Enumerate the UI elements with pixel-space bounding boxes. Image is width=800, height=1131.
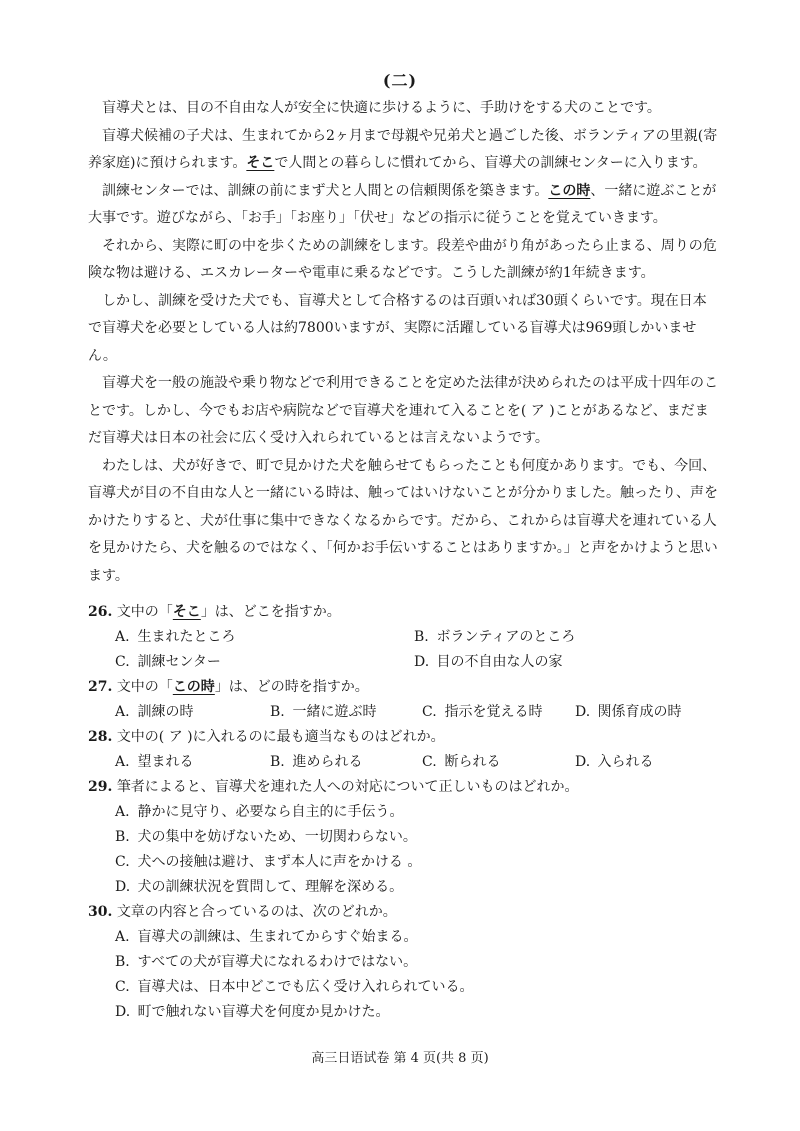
underlined-kono-toki: この時	[548, 182, 591, 199]
option-text: 関係育成の時	[597, 704, 682, 720]
question-stem	[88, 600, 720, 625]
paragraph-1: 盲導犬とは、目の不自由な人が安全に快適に歩けるように、手助けをする犬のことです。	[102, 100, 661, 116]
option-a[interactable]	[115, 750, 270, 775]
option-letter: C.	[422, 704, 437, 720]
option-b[interactable]	[270, 700, 422, 725]
question-number: 30.	[88, 904, 113, 920]
option-d[interactable]	[115, 1000, 720, 1025]
question-29	[88, 775, 720, 900]
stem-text-a: 文中の「	[116, 604, 173, 620]
option-b[interactable]	[270, 750, 422, 775]
option-text: 進められる	[292, 754, 363, 770]
question-number: 29.	[88, 779, 113, 795]
option-text: 望まれる	[137, 754, 194, 770]
question-stem	[88, 725, 720, 750]
paragraph-2-text-b: で人間との暮らしに慣れてから、盲導犬の訓練センターに入ります。	[274, 155, 707, 171]
option-b[interactable]	[115, 950, 720, 975]
option-text: 生まれたところ	[137, 629, 236, 645]
paragraph-2	[88, 123, 720, 178]
option-c[interactable]	[115, 975, 720, 1000]
reading-passage	[88, 95, 720, 590]
option-letter: C.	[115, 654, 130, 670]
question-28	[88, 725, 720, 775]
paragraph-7: わたしは、犬が好きで、町で見かけた犬を触らせてもらったことも何度かあります。でも、今回、盲導犬が目の不自由な人と一緒にいる時は、触ってはいけないことが分かりました。触ったり、声をかけたりすると、犬が仕事に集中できなくなるからです。だから、これからは盲導犬を連れている人を見かけたら、犬を触るのではなく、「何かお手伝いすることはありますか。」と声をかけようと思います。	[88, 457, 718, 584]
options	[88, 700, 720, 725]
paragraph-2-text-a: 盲導犬候補の子犬は、生まれてから2ヶ月まで母親や兄弟犬と過ごした後、ボランティアの里親(寄养家庭)に預けられます。	[88, 127, 718, 171]
question-number: 27.	[88, 679, 113, 695]
page-footer: 高三日语试卷 第 4 页(共 8 页)	[311, 1051, 489, 1066]
paragraph-3-text-b: 、一緒に遊ぶことが大事です。遊びながら、「お手」「お座り」「伏せ」などの指示に従うことを覚えていきます。	[88, 182, 717, 226]
option-text: 静かに見守り、必要なら自主的に手伝う。	[137, 804, 404, 820]
option-text: 町で触れない盲導犬を何度か見かけた。	[137, 1004, 390, 1020]
option-letter: B.	[115, 954, 130, 970]
paragraph-6: 盲導犬を一般の施設や乗り物などで利用できることを定めた法律が決められたのは平成十四年のことです。しかし、今でもお店や病院などで盲導犬を連れて入ることを( ア )ことがあるなど、まだまだ盲導犬は日本の社会に広く受け入れられているとは言えないようです。	[88, 375, 718, 446]
option-text: ボランティアのところ	[436, 629, 576, 645]
option-letter: D.	[414, 654, 430, 670]
question-27	[88, 675, 720, 725]
option-letter: A.	[115, 704, 130, 720]
option-c[interactable]	[115, 650, 414, 675]
option-letter: B.	[115, 829, 130, 845]
option-c[interactable]	[115, 850, 720, 875]
option-text: 訓練センター	[137, 654, 221, 670]
option-text: 入られる	[597, 754, 654, 770]
paragraph-3-text-a: 訓練センターでは、訓練の前にまず犬と人間との信頼関係を築きます。	[102, 182, 549, 199]
section-title: (二)	[382, 71, 418, 90]
stem-text-a: 文中の「	[116, 679, 173, 695]
option-text: すべての犬が盲導犬になれるわけではない。	[137, 954, 418, 970]
question-list	[88, 600, 720, 1025]
stem-text-b: 」は、どこを指すか。	[200, 604, 341, 620]
option-text: 犬の集中を妨げないため、一切関わらない。	[137, 829, 417, 845]
option-letter: B.	[414, 629, 429, 645]
underlined-soko: そこ	[246, 155, 275, 171]
option-c[interactable]	[422, 750, 575, 775]
option-letter: D.	[115, 879, 131, 895]
stem-text: 文中の( ア )に入れるのに最も適当なものはどれか。	[116, 729, 445, 745]
question-26	[88, 600, 720, 675]
options	[88, 800, 720, 900]
paragraph-5: しかし、訓練を受けた犬でも、盲導犬として合格するのは百頭いれば30頭くらいです。現在日本で盲導犬を必要としている人は約7800いますが、実際に活躍している盲導犬は969頭しかいません。	[88, 292, 707, 364]
stem-underlined: この時	[172, 679, 215, 695]
options	[88, 750, 720, 775]
option-text: 犬の訓練状況を質問して、理解を深める。	[137, 879, 404, 895]
option-b[interactable]	[115, 825, 720, 850]
option-a[interactable]	[115, 625, 414, 650]
option-letter: A.	[115, 754, 130, 770]
question-30	[88, 900, 720, 1025]
option-letter: B.	[270, 754, 285, 770]
option-a[interactable]	[115, 925, 720, 950]
stem-text: 筆者によると、盲導犬を連れた人への対応について正しいものはどれか。	[116, 779, 579, 795]
option-letter: B.	[270, 704, 285, 720]
option-d[interactable]	[575, 750, 715, 775]
option-d[interactable]	[115, 875, 720, 900]
option-a[interactable]	[115, 800, 720, 825]
option-c[interactable]	[422, 700, 575, 725]
option-text: 盲導犬は、日本中どこでも広く受け入れられている。	[137, 979, 474, 995]
question-number: 26.	[88, 604, 113, 620]
options	[88, 625, 720, 675]
option-letter: D.	[575, 704, 591, 720]
option-text: 目の不自由な人の家	[436, 654, 563, 670]
question-stem	[88, 675, 720, 700]
option-letter: A.	[115, 804, 130, 820]
option-text: 一緒に遊ぶ時	[292, 704, 377, 720]
stem-underlined: そこ	[172, 604, 201, 620]
option-letter: A.	[115, 929, 130, 945]
option-letter: D.	[115, 1004, 131, 1020]
option-letter: C.	[422, 754, 437, 770]
option-d[interactable]	[414, 650, 714, 675]
option-letter: D.	[575, 754, 591, 770]
option-text: 犬への接触は避け、まず本人に声をかける 。	[137, 854, 422, 870]
option-letter: C.	[115, 979, 130, 995]
question-stem	[88, 900, 720, 925]
option-letter: C.	[115, 854, 130, 870]
options	[88, 925, 720, 1025]
paragraph-4: それから、実際に町の中を歩くための訓練をします。段差や曲がり角があったら止まる、周りの危険な物は避ける、エスカレーターや電車に乗るなどです。こうした訓練が約1年続きます。	[88, 237, 717, 281]
option-text: 断られる	[444, 754, 501, 770]
option-a[interactable]	[115, 700, 270, 725]
question-stem	[88, 775, 720, 800]
stem-text: 文章の内容と合っているのは、次のどれか。	[116, 904, 397, 920]
option-d[interactable]	[575, 700, 715, 725]
option-text: 訓練の時	[137, 704, 194, 720]
option-letter: A.	[115, 629, 130, 645]
stem-text-b: 」は、どの時を指すか。	[214, 679, 369, 695]
option-text: 指示を覚える時	[444, 704, 543, 720]
option-text: 盲導犬の訓練は、生まれてからすぐ始まる。	[137, 929, 418, 945]
question-number: 28.	[88, 729, 113, 745]
paragraph-3	[88, 178, 720, 233]
option-b[interactable]	[414, 625, 714, 650]
